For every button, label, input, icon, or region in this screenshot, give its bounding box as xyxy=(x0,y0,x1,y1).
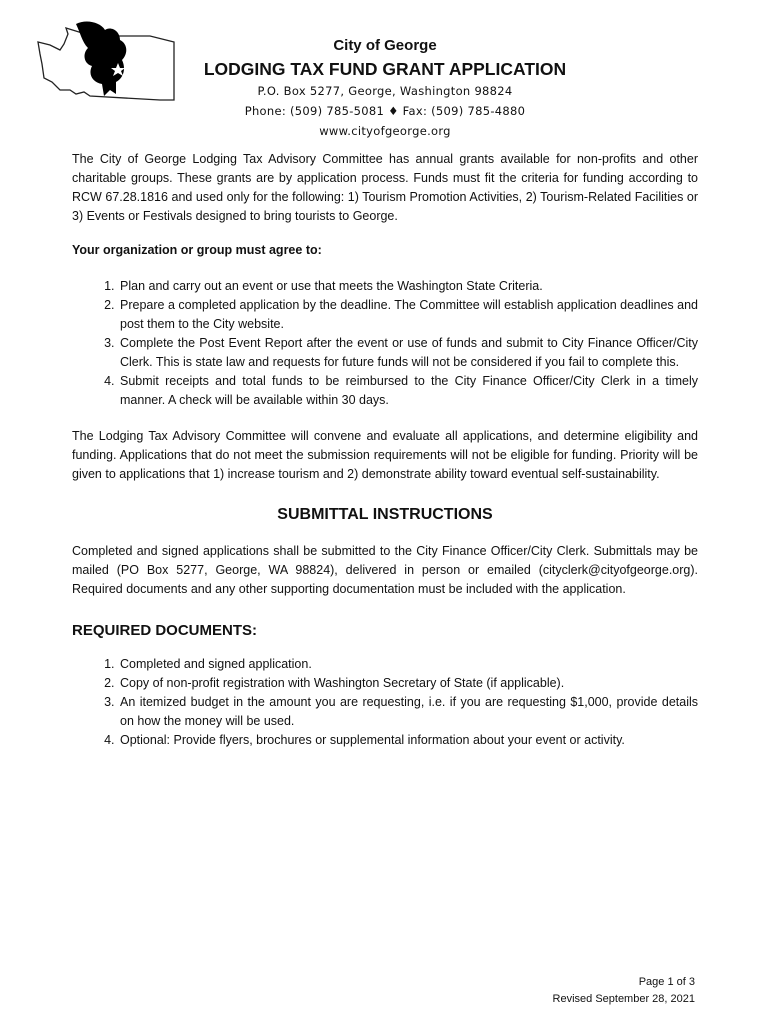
list-item: 3. Complete the Post Event Report after the event or use of funds and submit to City Finance Officer/City Clerk. This is state law and requests for future funds will not be considered if you fail to complete this. xyxy=(118,334,698,372)
list-item: 1. Plan and carry out an event or use that meets the Washington State Criteria. xyxy=(118,277,698,296)
submittal-heading: SUBMITTAL INSTRUCTIONS xyxy=(277,506,493,523)
required-list xyxy=(72,655,698,750)
page-footer xyxy=(553,974,695,1008)
city-logo xyxy=(30,20,180,118)
agree-list xyxy=(72,277,698,410)
list-item: 3. An itemized budget in the amount you are requesting, i.e. if you are requesting $1,000, provide details on how the money will be used. xyxy=(118,693,698,731)
list-item: 2. Prepare a completed application by the deadline. The Committee will establish application deadlines and post them to the City website. xyxy=(118,296,698,334)
list-item: 1. Completed and signed application. xyxy=(118,655,698,674)
list-item: 4. Optional: Provide flyers, brochures or supplemental information about your event or activity. xyxy=(118,731,698,750)
letterhead xyxy=(180,36,590,140)
evaluation-paragraph: The Lodging Tax Advisory Committee will convene and evaluate all applications, and determine eligibility and funding. Applications that do not meet the submission requirements will not be eligible for funding. Priority will be given to applications that 1) increase tourism and 2) demonstrate ability toward eventual self-sustainability. xyxy=(72,429,698,481)
washington-state-map-icon xyxy=(30,20,180,118)
page-title: LODGING TAX FUND GRANT APPLICATION xyxy=(203,59,567,79)
website: www.cityofgeorge.org xyxy=(319,124,451,138)
address: P.O. Box 5277, George, Washington 98824 xyxy=(257,84,513,98)
agree-heading: Your organization or group must agree to: xyxy=(72,243,322,257)
submittal-paragraph: Completed and signed applications shall be submitted to the City Finance Officer/City Clerk. Submittals may be mailed (PO Box 5277, George, WA 98824), delivered in person or emailed (cityclerk@cityofgeorge.org). Required documents and any other supporting documentation must be included with the application. xyxy=(72,544,698,596)
intro-paragraph: The City of George Lodging Tax Advisory Committee has annual grants available for non-profits and other charitable groups. These grants are by application process. Funds must fit the criteria for funding according to RCW 67.28.1816 and used only for the following: 1) Tourism Promotion Activities, 2) Tourism-Related Facilities or 3) Events or Festivals designed to bring tourists to George. xyxy=(72,152,698,223)
list-item: 2. Copy of non-profit registration with Washington Secretary of State (if applicable). xyxy=(118,674,698,693)
page-number: Page 1 of 3 xyxy=(638,976,695,988)
required-heading: REQUIRED DOCUMENTS: xyxy=(72,622,258,639)
document-body xyxy=(72,150,698,767)
revision-date: Revised September 28, 2021 xyxy=(552,993,695,1005)
phone-fax: Phone: (509) 785-5081 ♦ Fax: (509) 785-4880 xyxy=(244,104,526,118)
list-item: 4. Submit receipts and total funds to be reimbursed to the City Finance Officer/City Clerk in a timely manner. A check will be available within 30 days. xyxy=(118,372,698,410)
city-name: City of George xyxy=(333,37,437,54)
